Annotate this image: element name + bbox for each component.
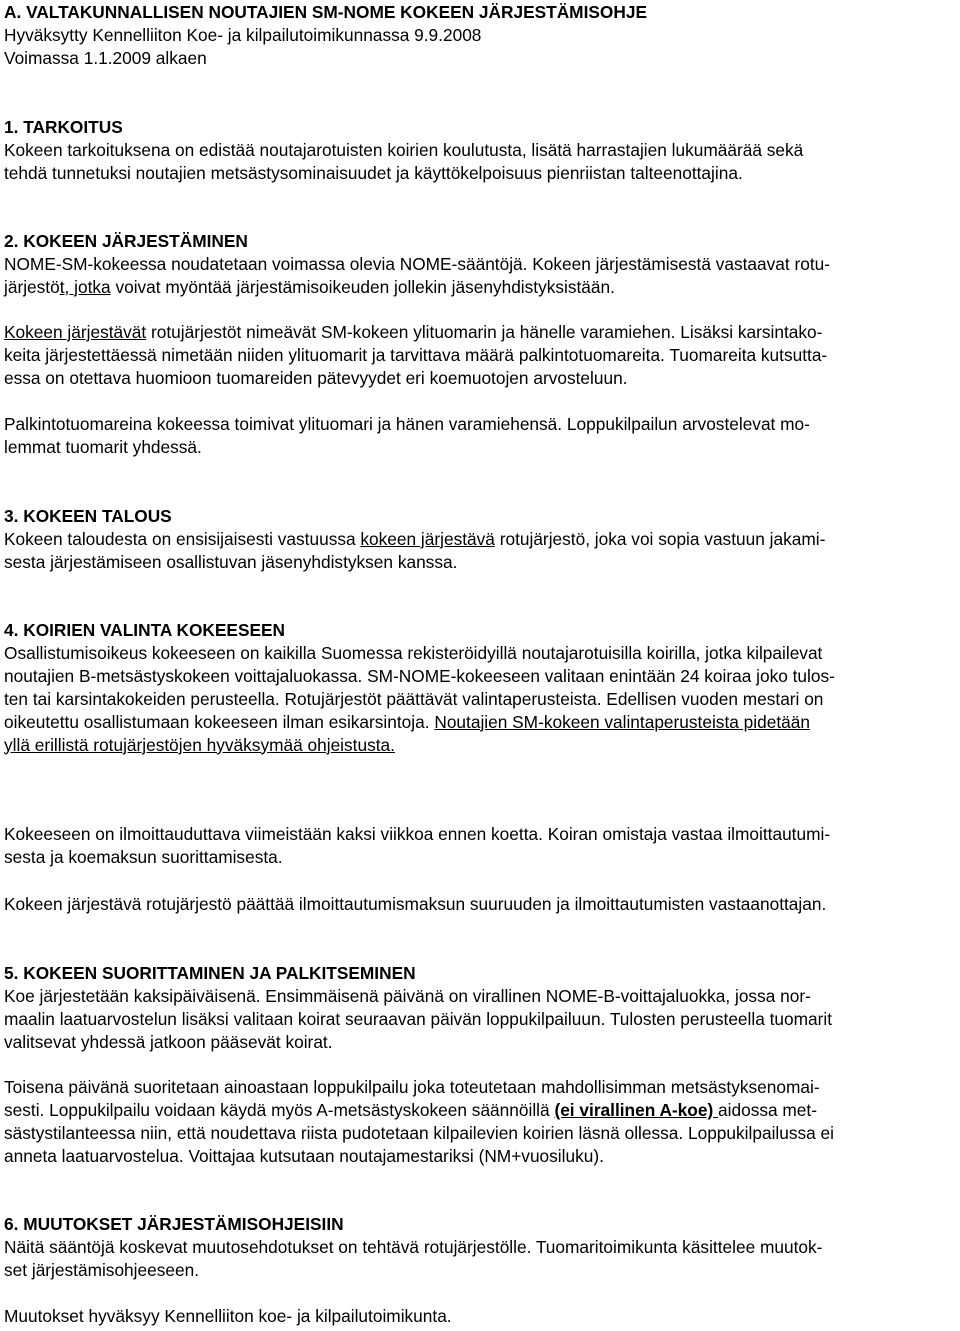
section-5-p2-line-3: sästystilanteessa niin, että noudettava riista pudotetaan kilpailevien koirien läsnä ollessa. Loppukilpailussa ei (4, 1122, 835, 1143)
effective-date-line: Voimassa 1.1.2009 alkaen (4, 47, 207, 68)
section-2-p3-line-2: lemmat tuomarit yhdessä. (4, 436, 202, 457)
section-5-p1-line-2: maalin laatuarvostelun lisäksi valitaan koirat seuraavan päivän loppukilpailuun. Tulosten perusteella tuomarit (4, 1008, 833, 1029)
text-run: sesti. Loppukilpailu voidaan käydä myös A-metsästyskokeen säännöillä (4, 1099, 555, 1120)
section-6 (4, 1213, 822, 1282)
section-1 (4, 116, 803, 185)
text-run: oikeutettu osallistumaan kokeeseen ilman esikarsintoja. (4, 711, 435, 732)
section-4-p1-line-2: noutajien B-metsästyskokeen voittajaluokassa. SM-NOME-kokeeseen valitaan enintään 24 koiraa joko tulos- (4, 665, 835, 686)
section-1-line-1: Kokeen tarkoituksena on edistää noutajarotuisten koirien koulutusta, lisätä harrastajien lukumäärää sekä (4, 139, 804, 160)
document-title: A. VALTAKUNNALLISEN NOUTAJIEN SM-NOME KOKEEN JÄRJESTÄMISOHJE (4, 2, 647, 22)
text-run: järjestö (4, 276, 60, 297)
text-run: rotujärjestöt nimeävät SM-kokeen ylituomarin ja hänelle varamiehen. Lisäksi karsintako- (146, 322, 823, 342)
section-6-heading: 6. MUUTOKSET JÄRJESTÄMISOHJEISIIN (4, 1214, 344, 1234)
section-2-p1-line-1: NOME-SM-kokeessa noudatetaan voimassa olevia NOME-sääntöjä. Kokeen järjestämisestä vastaavat rotu- (4, 253, 831, 274)
section-4-p1-line-5: yllä erillistä rotujärjestöjen hyväksymää ohjeistusta. (4, 734, 395, 755)
section-2 (4, 230, 830, 299)
approval-line: Hyväksytty Kennelliiton Koe- ja kilpailutoimikunnassa 9.9.2008 (4, 24, 482, 45)
section-4-p3-line-1: Kokeen järjestävä rotujärjestö päättää ilmoittautumismaksun suuruuden ja ilmoittautumisten vastaanottajan. (4, 894, 827, 914)
section-2-p2-line-1 (4, 321, 827, 344)
section-3-line-1 (4, 528, 825, 551)
underlined-text: kokeen järjestävä (360, 528, 495, 549)
section-1-heading: 1. TARKOITUS (4, 117, 123, 137)
underlined-text: Noutajien SM-kokeen valintaperusteista pidetään (434, 711, 810, 732)
section-2-p2-line-3: essa on otettava huomioon tuomareiden pätevyydet eri koemuotojen arvosteluun. (4, 367, 628, 388)
section-4-p2-line-1: Kokeeseen on ilmoittauduttava viimeistään kaksi viikkoa ennen koetta. Koiran omistaja vastaa ilmoittautumi- (4, 824, 831, 844)
section-2-p1-line-2 (4, 276, 830, 299)
section-5-p2-line-1: Toisena päivänä suoritetaan ainoastaan loppukilpailu joka toteutetaan mahdollisimman metsästyksenomai- (4, 1077, 820, 1097)
section-6-paragraph-2 (4, 1305, 452, 1328)
section-2-paragraph-2 (4, 321, 827, 390)
section-5-p1-line-1: Koe järjestetään kaksipäiväisenä. Ensimmäisenä päivänä on virallinen NOME-B-voittajaluokka, jossa nor- (4, 985, 811, 1006)
text-run: aidossa met- (718, 1099, 817, 1120)
text-run: Kokeen taloudesta on ensisijaisesti vastuussa (4, 528, 361, 549)
section-6-p1-line-2: set järjestämisohjeeseen. (4, 1259, 199, 1280)
section-4-paragraph-3 (4, 893, 826, 916)
section-1-line-2: tehdä tunnetuksi noutajien metsästysominaisuudet ja käyttökelpoisuus pienriistan talteenottajina. (4, 162, 743, 183)
underlined-text: Kokeen järjestävät (4, 322, 147, 342)
section-5-paragraph-2 (4, 1076, 834, 1168)
bold-underlined-text: (ei virallinen A-koe) (554, 1099, 719, 1120)
section-2-paragraph-3 (4, 413, 810, 459)
section-4-p2-line-2: sesta ja koemaksun suorittamisesta. (4, 846, 283, 867)
section-2-p2-line-2: keita järjestettäessä nimetään niiden ylituomarit ja tarvittava määrä palkintotuomareita. Tuomareita kutsutta- (4, 344, 828, 365)
text-run: voivat myöntää järjestämisoikeuden jollekin jäsenyhdistyksistään. (110, 276, 615, 297)
section-3-heading: 3. KOKEEN TALOUS (4, 506, 172, 526)
section-4-p1-line-1: Osallistumisoikeus kokeeseen on kaikilla Suomessa rekisteröidyillä noutajarotuisilla koirilla, jotka kilpailevat (4, 642, 823, 663)
document-header (4, 1, 647, 70)
underlined-text: t, jotka (59, 276, 111, 297)
section-3 (4, 505, 825, 574)
section-5-p2-line-2 (4, 1099, 834, 1122)
section-2-heading: 2. KOKEEN JÄRJESTÄMINEN (4, 231, 248, 251)
text-run: rotujärjestö, joka voi sopia vastuun jakami- (494, 528, 826, 549)
section-5-heading: 5. KOKEEN SUORITTAMINEN JA PALKITSEMINEN (4, 963, 416, 983)
section-6-p2-line-1: Muutokset hyväksyy Kennelliiton koe- ja kilpailutoimikunta. (4, 1306, 452, 1326)
section-5-p1-line-3: valitsevat yhdessä jatkoon pääsevät koirat. (4, 1031, 333, 1052)
section-4-p1-line-3: ten tai karsintakokeiden perusteella. Rotujärjestöt päättävät valintaperusteista. Edellisen vuoden mestari on (4, 688, 824, 709)
section-3-line-2: sesta järjestämiseen osallistuvan jäsenyhdistyksen kanssa. (4, 551, 458, 572)
section-4 (4, 619, 835, 756)
section-5 (4, 962, 832, 1054)
section-5-p2-line-4: anneta laatuarvostelua. Voittajaa kutsutaan noutajamestariksi (NM+vuosiluku). (4, 1145, 604, 1166)
section-6-p1-line-1: Näitä sääntöjä koskevat muutosehdotukset on tehtävä rotujärjestölle. Tuomaritoimikunta käsittelee muutok- (4, 1236, 823, 1257)
section-4-heading: 4. KOIRIEN VALINTA KOKEESEEN (4, 620, 286, 640)
section-2-p3-line-1: Palkintotuomareina kokeessa toimivat ylituomari ja hänen varamiehensä. Loppukilpailun arvostelevat mo- (4, 414, 810, 434)
section-4-paragraph-2 (4, 823, 830, 869)
section-4-p1-line-4 (4, 711, 835, 734)
